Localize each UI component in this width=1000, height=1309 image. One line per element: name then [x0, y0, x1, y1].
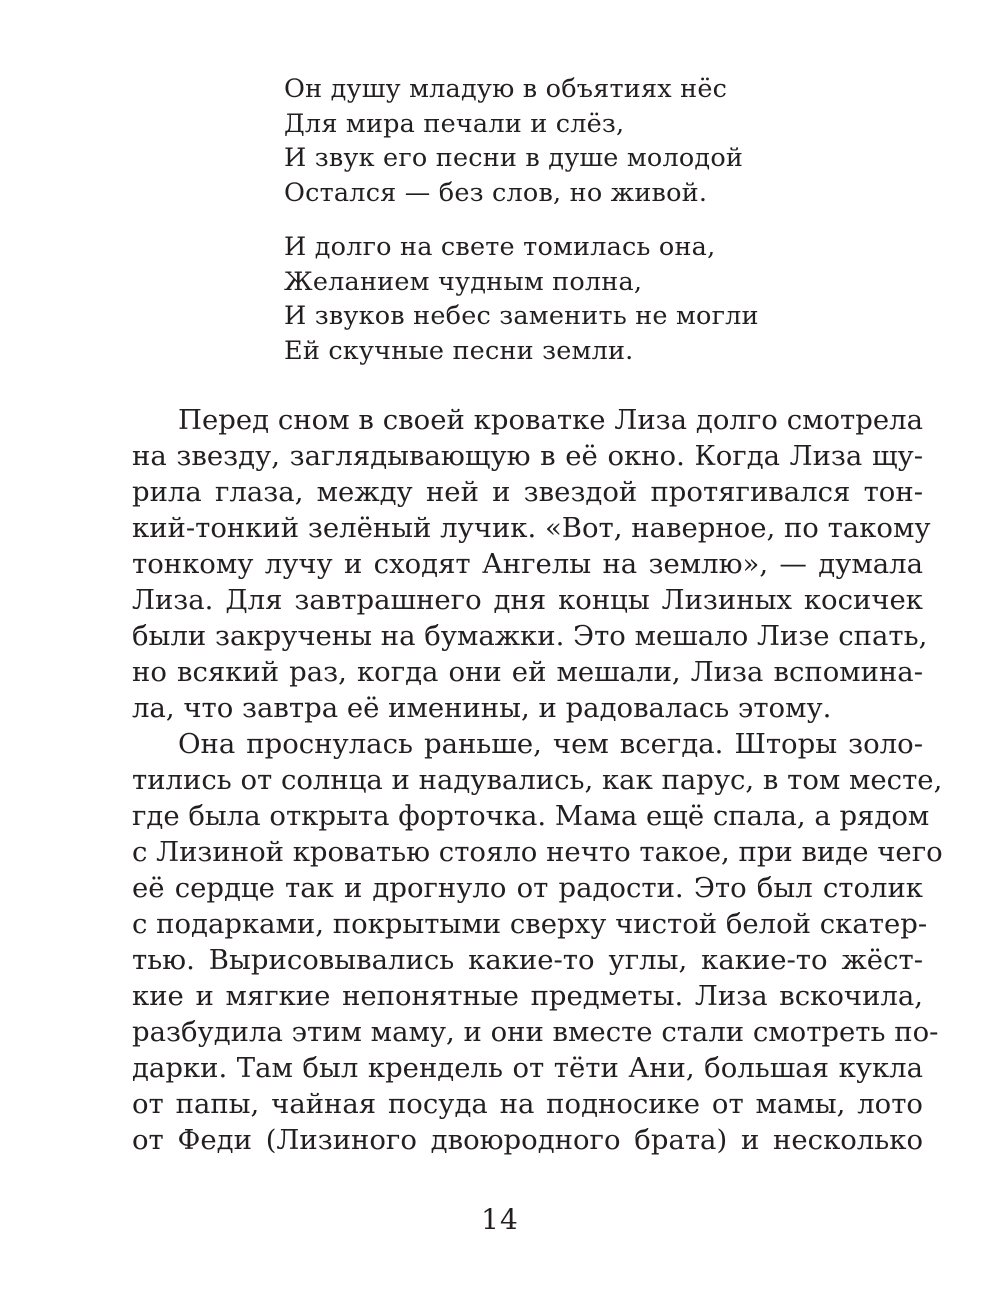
poem-line: И долго на свете томилась она,	[284, 232, 716, 262]
text-line: на звезду, заглядывающую в её окно. Когда Лиза щу-	[132, 440, 923, 472]
text-line: ла, что завтра её именины, и радовалась этому.	[132, 692, 832, 724]
poem	[284, 72, 844, 368]
page-number: 14	[481, 1203, 519, 1236]
text-line: тонкому лучу и сходят Ангелы на землю», — думала	[132, 548, 923, 580]
text-line: с Лизиной кроватью стояло нечто такое, при виде чего	[132, 836, 943, 868]
poem-stanza	[284, 72, 844, 210]
prose-text	[132, 402, 943, 1158]
text-line: разбудила этим маму, и они вместе стали смотреть по-	[132, 1016, 939, 1048]
paragraph	[132, 726, 943, 1158]
text-line: где была открыта форточка. Мама ещё спала, а рядом	[132, 800, 930, 832]
poem-stanza	[284, 230, 844, 368]
poem-line: И звук его песни в душе молодой	[284, 143, 744, 173]
poem-line: Остался — без слов, но живой.	[284, 177, 708, 208]
paragraph	[132, 402, 931, 726]
text-line: Лиза. Для завтрашнего дня концы Лизиных косичек	[132, 584, 923, 616]
text-line: тью. Вырисовывались какие-то углы, какие-то жёст-	[132, 944, 923, 976]
poem-line: Желанием чудным полна,	[284, 266, 643, 297]
text-line: Перед сном в своей кроватке Лиза долго смотрела	[178, 404, 923, 436]
text-line: тились от солнца и надувались, как парус, в том месте,	[132, 764, 943, 796]
text-line: от Феди (Лизиного двоюродного брата) и несколько	[132, 1124, 923, 1156]
text-line: от папы, чайная посуда на подносике от мамы, лото	[132, 1088, 923, 1120]
text-line: дарки. Там был крендель от тёти Ани, большая кукла	[132, 1052, 923, 1084]
text-line: кие и мягкие непонятные предметы. Лиза вскочила,	[132, 980, 923, 1012]
text-line: рила глаза, между ней и звездой протягивался тон-	[132, 476, 923, 508]
text-line: её сердце так и дрогнуло от радости. Это был столик	[132, 872, 923, 904]
text-line: Она проснулась раньше, чем всегда. Шторы золо-	[178, 728, 923, 760]
text-line: были закручены на бумажки. Это мешало Лизе спать,	[132, 620, 928, 652]
poem-line: Для мира печали и слёз,	[284, 108, 625, 139]
text-line: но всякий раз, когда они ей мешали, Лиза вспомина-	[132, 656, 923, 688]
text-line: кий-тонкий зелёный лучик. «Вот, наверное, по такому	[132, 512, 931, 544]
poem-line: Ей скучные песни земли.	[284, 335, 634, 366]
text-line: с подарками, покрытыми сверху чистой белой скатер-	[132, 908, 928, 940]
poem-line: Он душу младую в объятиях нёс	[284, 74, 728, 104]
poem-line: И звуков небес заменить не могли	[284, 301, 759, 331]
